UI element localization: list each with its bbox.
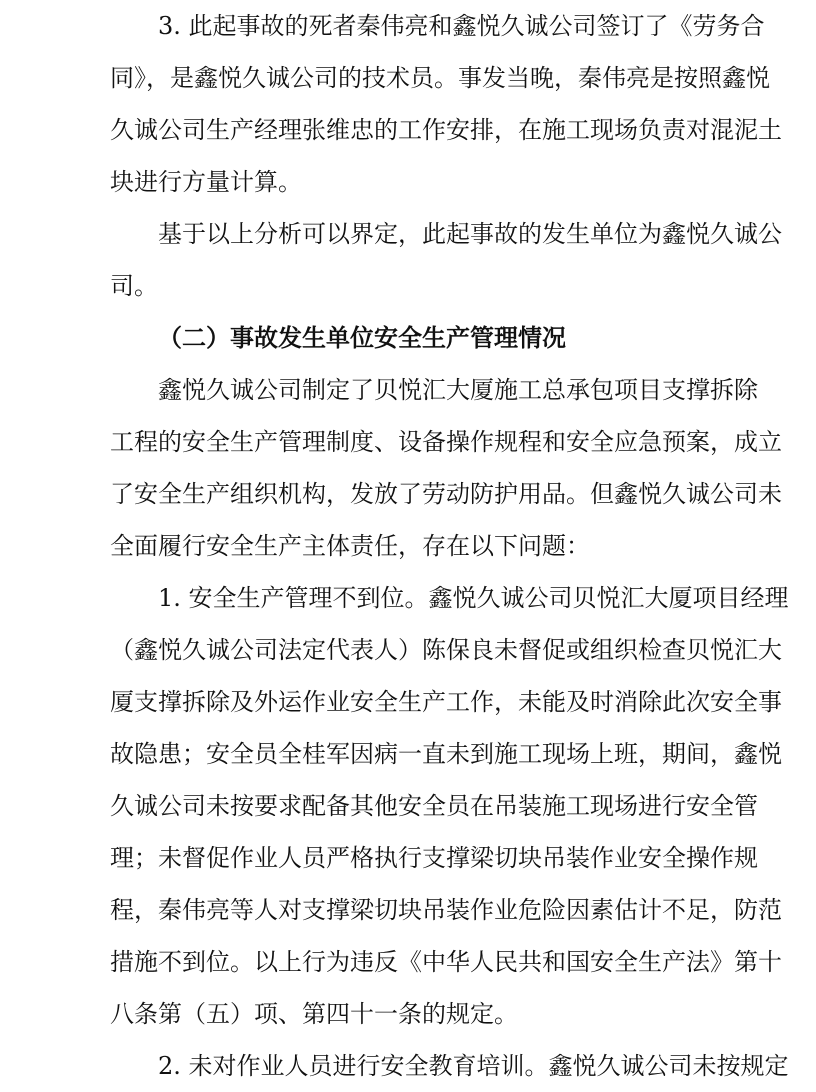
text-line: 工程的安全生产管理制度、设备操作规程和安全应急预案，成立	[110, 428, 782, 456]
paragraph-conclusion	[110, 208, 782, 312]
text-line: 3. 此起事故的死者秦伟亮和鑫悦久诚公司签订了《劳务合	[158, 12, 765, 40]
heading-line: （二）事故发生单位安全生产管理情况	[158, 324, 566, 352]
text-line: 故隐患；安全员全桂军因病一直未到施工现场上班，期间，鑫悦	[110, 740, 782, 768]
text-line: 厦支撑拆除及外运作业安全生产工作，未能及时消除此次安全事	[110, 688, 782, 716]
text-line: 2. 未对作业人员进行安全教育培训。鑫悦久诚公司未按规定	[158, 1052, 789, 1080]
document-page	[110, 0, 789, 1092]
text-line: 块进行方量计算。	[110, 168, 302, 196]
section-heading	[110, 312, 716, 364]
text-line: 八条第（五）项、第四十一条的规定。	[110, 1000, 518, 1028]
text-line: 了安全生产组织机构，发放了劳动防护用品。但鑫悦久诚公司未	[110, 480, 782, 508]
text-line: 程，秦伟亮等人对支撑梁切块吊装作业危险因素估计不足，防范	[110, 896, 782, 924]
text-line: 司。	[110, 272, 158, 300]
text-line: 久诚公司生产经理张维忠的工作安排，在施工现场负责对混泥土	[110, 116, 782, 144]
text-line: 久诚公司未按要求配备其他安全员在吊装施工现场进行安全管	[110, 792, 758, 820]
paragraph-issue-1	[110, 572, 789, 1040]
text-line: 同》，是鑫悦久诚公司的技术员。事发当晚，秦伟亮是按照鑫悦	[110, 64, 770, 92]
text-line: （鑫悦久诚公司法定代表人）陈保良未督促或组织检查贝悦汇大	[110, 636, 782, 664]
paragraph-management-overview	[110, 364, 782, 572]
paragraph-issue-2	[110, 1040, 789, 1092]
text-line: 理；未督促作业人员严格执行支撑梁切块吊装作业安全操作规	[110, 844, 758, 872]
text-line: 措施不到位。以上行为违反《中华人民共和国安全生产法》第十	[110, 948, 782, 976]
paragraph-victim-info	[110, 0, 782, 208]
text-line: 1. 安全生产管理不到位。鑫悦久诚公司贝悦汇大厦项目经理	[158, 584, 789, 612]
text-line: 全面履行安全生产主体责任，存在以下问题：	[110, 532, 590, 560]
text-line: 鑫悦久诚公司制定了贝悦汇大厦施工总承包项目支撑拆除	[158, 376, 758, 404]
text-line: 基于以上分析可以界定，此起事故的发生单位为鑫悦久诚公	[158, 220, 782, 248]
